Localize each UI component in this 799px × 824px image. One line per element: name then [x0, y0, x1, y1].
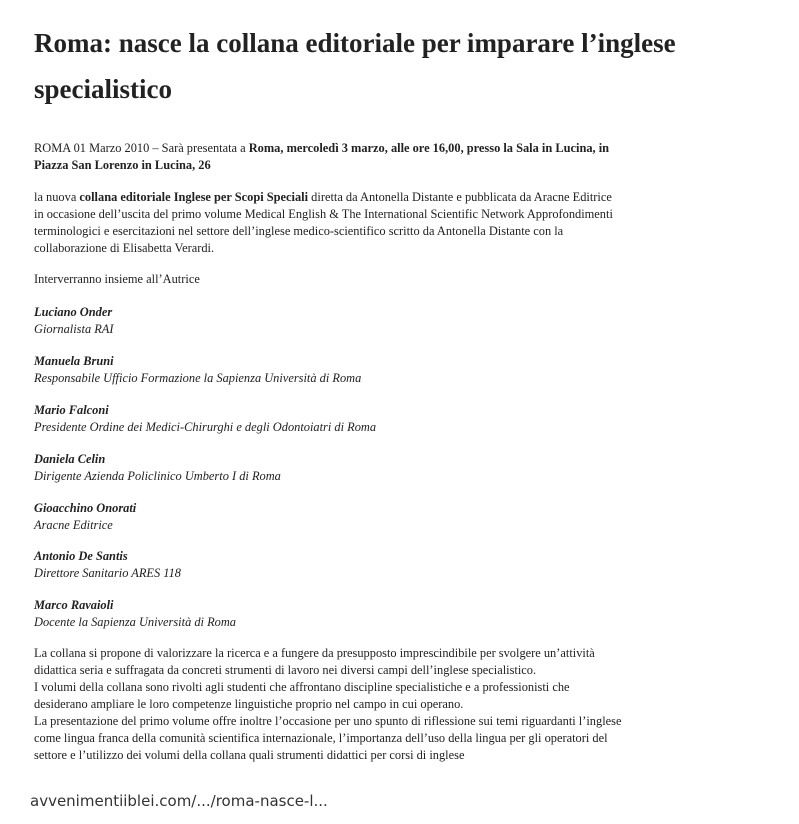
speaker-role: Responsabile Ufficio Formazione la Sapienza Università di Roma [34, 371, 362, 385]
speaker-name: Antonio De Santis [34, 549, 128, 563]
speaker-name: Gioacchino Onorati [34, 501, 137, 515]
speaker-name: Luciano Onder [34, 305, 113, 319]
intro-location: Roma, mercoledì 3 marzo, alle ore 16,00, presso la Sala in Lucina, in Piazza San Lorenzo in Lucina, 26 [34, 141, 610, 172]
para1-pre: la nuova [34, 190, 80, 204]
closing-paragraph: I volumi della collana sono rivolti agli studenti che affrontano discipline specialistiche e a professionisti che desiderano ampliare le loro competenze linguistiche proprio nel campo in cui operano. [34, 680, 570, 711]
speaker-name: Marco Ravaioli [34, 598, 114, 612]
para1-post: diretta da Antonella Distante e pubblicata da Aracne Editrice in occasione dell’uscita del primo volume Medical English & The International Scientific Network Approfondimenti terminologici e esercitazioni nel settore dell’inglese medico-scientifico scritto da Antonella Distante con la collaborazione di Elisabetta Verardi. [34, 190, 613, 255]
source-url[interactable]: avvenimentiiblei.com/.../roma-nasce-l... [30, 792, 328, 810]
speaker-role: Presidente Ordine dei Medici-Chirurghi e degli Odontoiatri di Roma [34, 420, 377, 434]
speaker [34, 304, 634, 338]
article-title: Roma: nasce la collana editoriale per imparare l’inglese specialistico [34, 28, 676, 104]
closing-paragraph: La presentazione del primo volume offre inoltre l’occasione per uno spunto di riflessione sui temi riguardanti l’inglese come lingua franca della comunità scientifica internazionale, l’importanza dell’uso della lingua per gli operatori del settore e l’utilizzo dei volumi della collana quali strumenti didattici per corsi di inglese [34, 714, 622, 762]
speaker-role: Docente la Sapienza Università di Roma [34, 615, 237, 629]
speaker-name: Daniela Celin [34, 452, 106, 466]
interventions-label: Interverranno insieme all’Autrice [34, 272, 200, 286]
speaker-name: Manuela Bruni [34, 354, 114, 368]
speaker [34, 597, 634, 631]
speaker-role: Aracne Editrice [34, 518, 113, 532]
speaker [34, 451, 634, 485]
closing-paragraph: La collana si propone di valorizzare la ricerca e a fungere da presupposto imprescindibile per svolgere un’attività didattica seria e suffragata da concreti strumenti di lavoro nei diversi campi dell’inglese specialistico. [34, 646, 595, 677]
speaker [34, 548, 634, 582]
para1-collection: collana editoriale Inglese per Scopi Speciali [79, 190, 309, 204]
speaker-name: Mario Falconi [34, 403, 109, 417]
article-paragraph-1 [34, 189, 624, 257]
speaker [34, 353, 634, 387]
speaker [34, 500, 634, 534]
article-intro [34, 140, 634, 174]
speaker-role: Direttore Sanitario ARES 118 [34, 566, 181, 580]
speaker-role: Dirigente Azienda Policlinico Umberto I di Roma [34, 469, 281, 483]
article [34, 0, 774, 762]
speaker [34, 402, 634, 436]
article-closing [34, 645, 624, 764]
speaker-role: Giornalista RAI [34, 322, 114, 336]
intro-dateline: ROMA 01 Marzo 2010 – Sarà presentata a [34, 141, 249, 155]
